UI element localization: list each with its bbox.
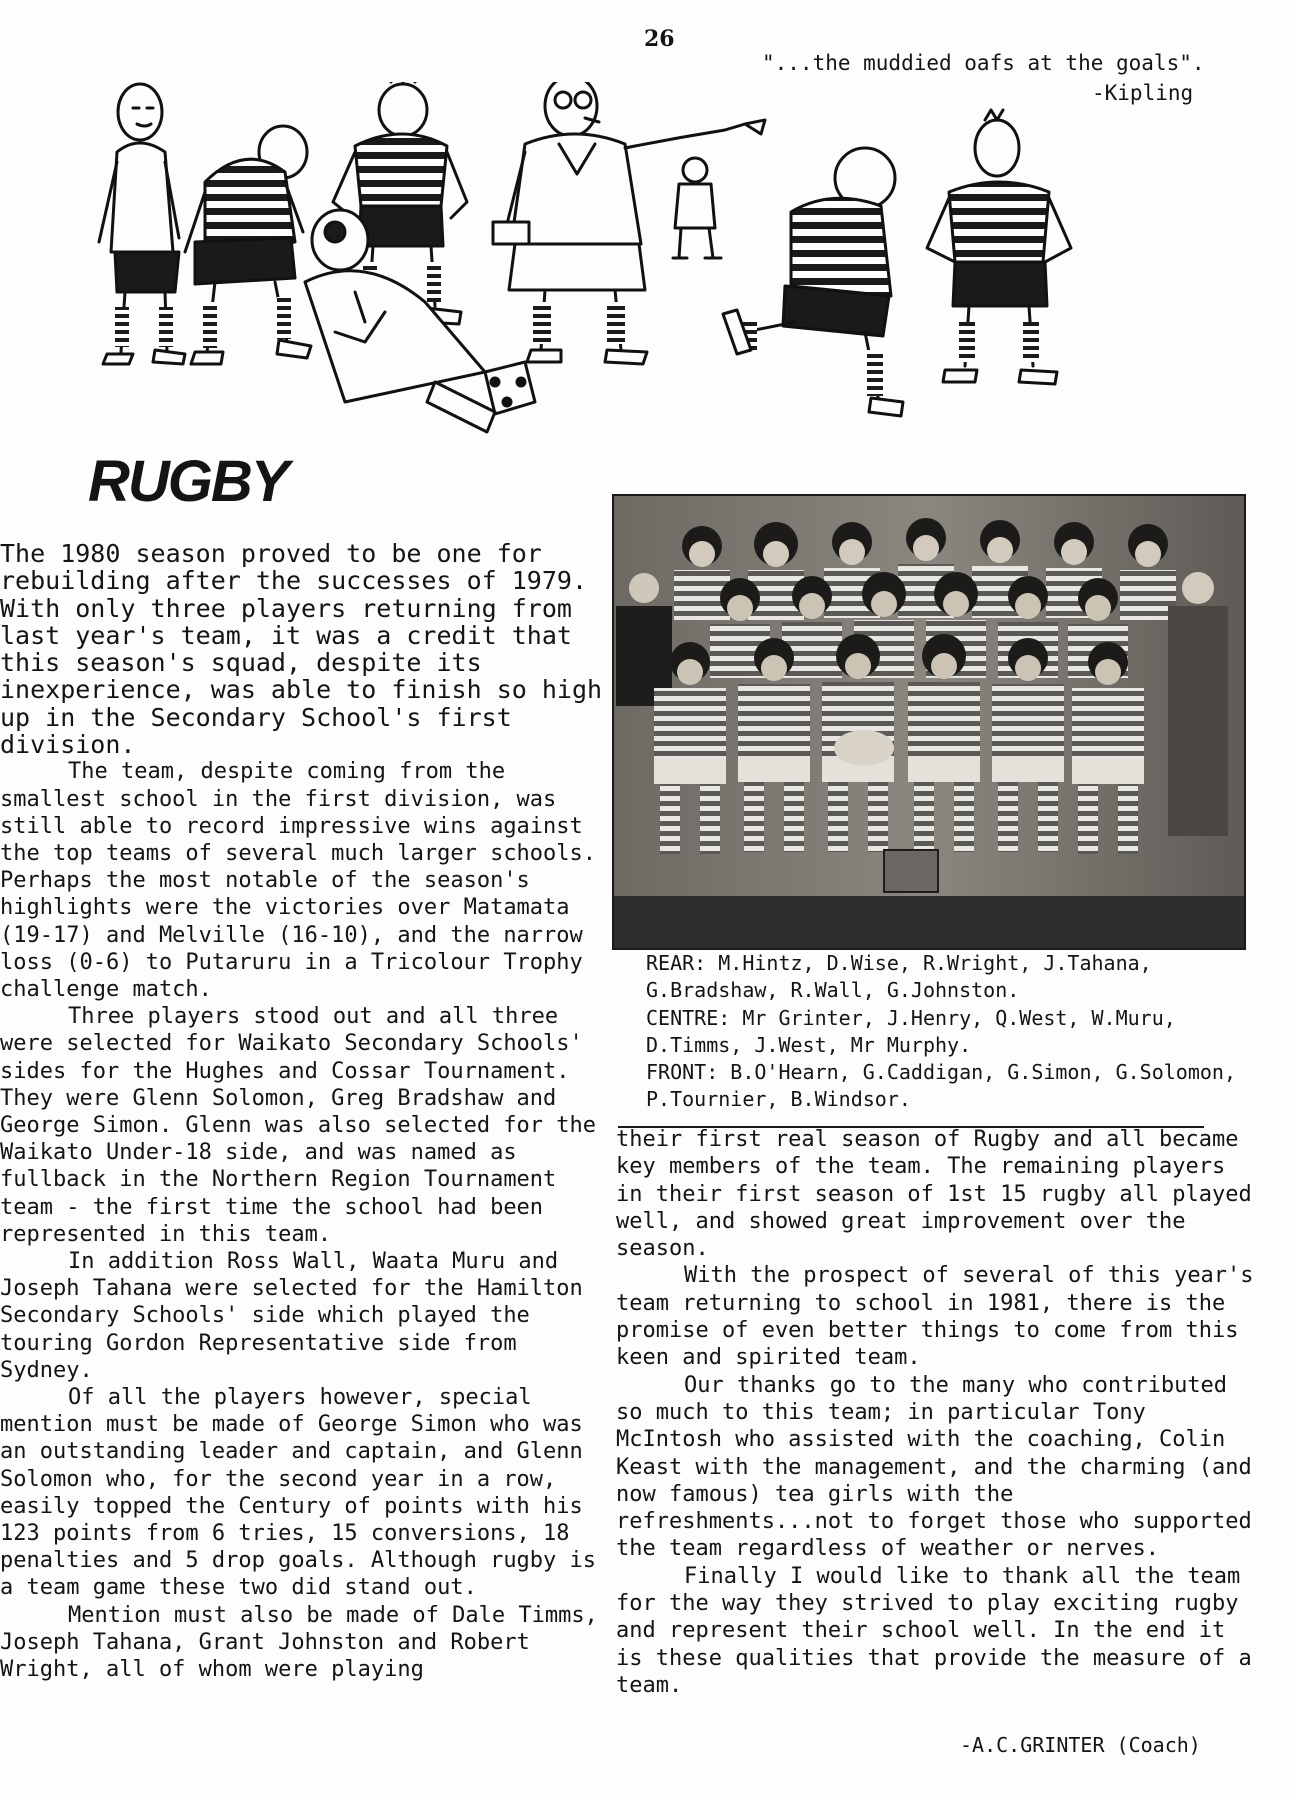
author-signature: -A.C.GRINTER (Coach) [960, 1733, 1201, 1757]
paragraph: With the prospect of several of this year's team returning to school in 1981, there is the promise of even better things to come from this keen and spirited team. [616, 1263, 1254, 1371]
paragraph: In addition Ross Wall, Waata Muru and Joseph Tahana were selected for the Hamilton Secondary Schools' side which played the touring Gordon Representative side from Sydney. [0, 1249, 583, 1383]
team-photograph-icon [612, 494, 1246, 950]
caption-line: CENTRE: Mr Grinter, J.Henry, Q.West, W.Muru, D.Timms, J.West, Mr Murphy. [646, 1005, 1176, 1057]
cartoon-player-running [723, 148, 903, 416]
paragraph: Finally I would like to thank all the team for the way they strived to play exciting rugby and represent their school well. In the end it is these qualities that provide the measure of a team. [616, 1563, 1252, 1698]
photo-caption [646, 950, 1246, 1114]
epigraph-quote: "...the muddied oafs at the goals". [762, 51, 1205, 75]
paragraph: Our thanks go to the many who contributed so much to this team; in particular Tony McIntosh who assisted with the coaching, Colin Keast with the management, and the charming (and now famous) tea girls with the refreshments...not to forget those who supported the team regardless of weather or nerves. [616, 1372, 1252, 1562]
paragraph: The team, despite coming from the smallest school in the first division, was still able to record impressive wins against the top teams of several much larger schools. Perhaps the most notable of the season's highlights were the victories over Matamata (19-17) and Melville (16-10), and the narrow loss (0-6) to Putaruru in a Tricolour Trophy challenge match. [0, 759, 597, 1002]
cartoon-player-bending [185, 126, 311, 364]
article-right-column [616, 1126, 1256, 1699]
cartoon-player-hands-on-hips [927, 110, 1071, 384]
page-number: 26 [644, 26, 675, 52]
paragraph: Three players stood out and all three were selected for Waikato Secondary Schools' sides for the Hughes and Cossar Tournament. They were Glenn Solomon, Greg Bradshaw and George Simon. Glenn was also selected for the Waikato Under-18 side, and was named as fullback in the Northern Region Tournament team - the first time the school had been represented in this team. [0, 1004, 597, 1247]
article-left-column [0, 540, 615, 1683]
caption-line: REAR: M.Hintz, D.Wise, R.Wright, J.Tahana, G.Bradshaw, R.Wall, G.Johnston. [646, 951, 1152, 1003]
cartoon-small-player [673, 158, 721, 258]
paragraph: their first real season of Rugby and all became key members of the team. The remaining players in their first season of 1st 15 rugby all played well, and showed great improvement over the season. [616, 1127, 1252, 1262]
caption-line: FRONT: B.O'Hearn, G.Caddigan, G.Simon, G.Solomon, P.Tournier, B.Windsor. [646, 1060, 1237, 1112]
paragraph: Of all the players however, special mention must be made of George Simon who was an outstanding leader and captain, and Glenn Solomon who, for the second year in a row, easily topped the Century of points with his 123 points from 6 tries, 15 conversions, 18 penalties and 5 drop goals. Although rugby is a team game these two did stand out. [0, 1385, 597, 1601]
paragraph: Mention must also be made of Dale Timms, Joseph Tahana, Grant Johnston and Robert Wright, all of whom were playing [0, 1602, 598, 1683]
cartoon-player-ragged [99, 84, 185, 364]
epigraph-attribution: -Kipling [1092, 81, 1194, 105]
section-heading: RUGBY [88, 449, 288, 514]
paragraph: The 1980 season proved to be one for rebuilding after the successes of 1979. With only three players returning from last year's team, it was a credit that this season's squad, despite its inexperience, was able to finish so high up in the Secondary School's first division. [0, 539, 603, 760]
rugby-cartoon-icon [55, 82, 1235, 482]
